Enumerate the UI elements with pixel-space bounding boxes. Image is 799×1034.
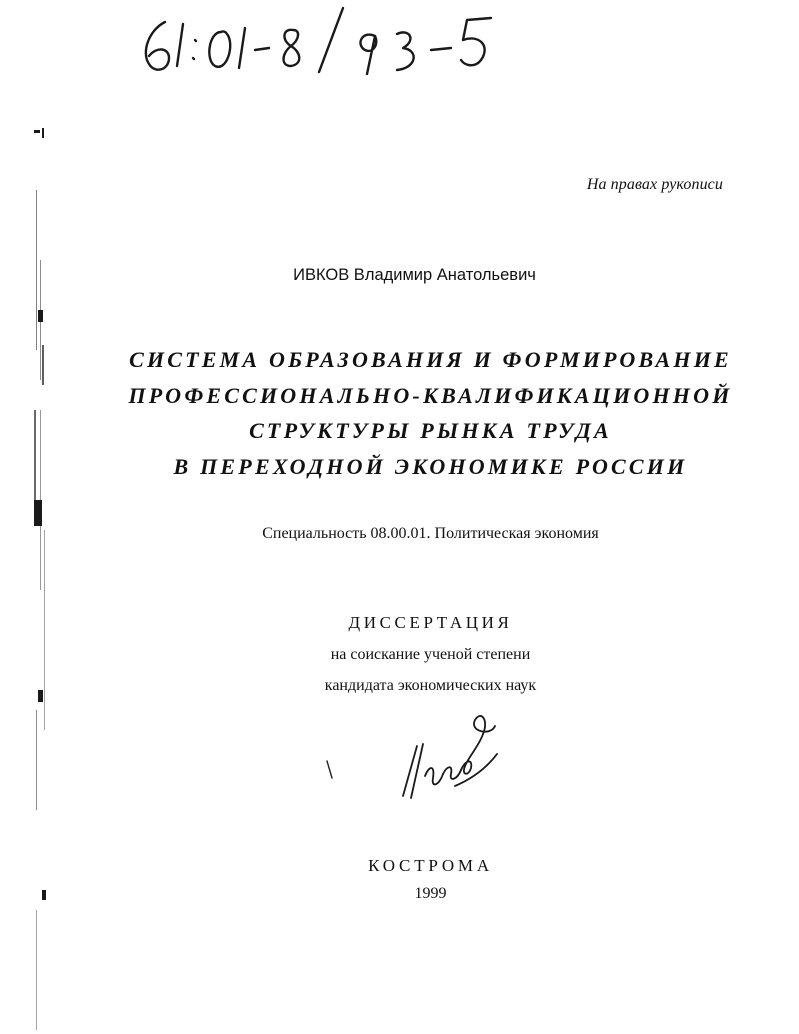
degree-line-2: кандидата экономических наук [324, 677, 537, 694]
degree-label: ДИССЕРТАЦИЯ [348, 613, 513, 632]
specialty-line: Специальность 08.00.01. Политическая экономия [262, 525, 599, 542]
manuscript-note: На правах рукописи [586, 176, 723, 193]
title-line: СТРУКТУРЫ РЫНКА ТРУДА [249, 418, 612, 443]
degree-line-1: на соискание ученой степени [330, 646, 531, 663]
city: КОСТРОМА [368, 856, 493, 875]
title-line: ПРОФЕССИОНАЛЬНО-КВАЛИФИКАЦИОННОЙ [128, 382, 733, 408]
author-signature [395, 706, 505, 804]
dissertation-title [0, 342, 799, 484]
year: 1999 [414, 885, 447, 902]
author-name: ИВКОВ Владимир Анатольевич [293, 266, 536, 284]
archive-code-drawing [135, 0, 555, 90]
title-line: СИСТЕМА ОБРАЗОВАНИЯ И ФОРМИРОВАНИЕ [129, 347, 732, 372]
archive-code-handwritten [135, 0, 555, 90]
title-line: В ПЕРЕХОДНОЙ ЭКОНОМИКЕ РОССИИ [173, 453, 688, 479]
pencil-mark [326, 760, 334, 780]
